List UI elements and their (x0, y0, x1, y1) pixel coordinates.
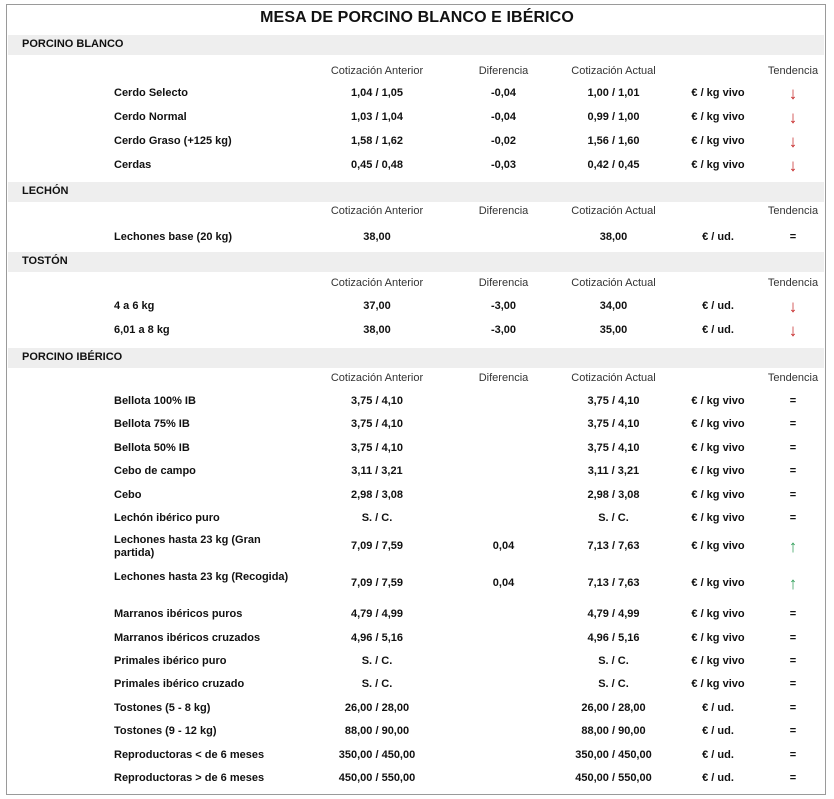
row-name: Bellota 50% IB (114, 442, 190, 454)
row-unit: € / ud. (702, 324, 734, 336)
row-tendencia (779, 749, 807, 761)
row-unit: € / kg vivo (691, 465, 745, 477)
column-header-cotizacion-actual: Cotización Actual (571, 277, 656, 289)
section-header (8, 348, 824, 368)
row-tendencia (779, 512, 807, 524)
column-header-tendencia: Tendencia (767, 65, 819, 77)
row-unit: € / ud. (702, 231, 734, 243)
row-unit: € / kg vivo (691, 395, 745, 407)
row-tendencia (779, 772, 807, 784)
row-cotizacion-actual: 3,11 / 3,21 (587, 465, 640, 477)
row-diferencia: -0,04 (490, 111, 517, 123)
row-tendencia (779, 132, 807, 151)
trend-equal: = (789, 465, 797, 477)
column-header-diferencia: Diferencia (478, 205, 529, 217)
row-cotizacion-anterior: 3,75 / 4,10 (351, 418, 403, 430)
column-header-cotizacion-anterior: Cotización Anterior (330, 372, 424, 384)
row-tendencia (779, 702, 807, 714)
row-cotizacion-anterior: 350,00 / 450,00 (338, 749, 416, 761)
trend-down-arrow-icon: ↓ (788, 321, 798, 340)
row-unit: € / kg vivo (691, 632, 745, 644)
row-name: Cebo (114, 489, 142, 501)
row-tendencia (779, 632, 807, 644)
trend-equal: = (789, 702, 797, 714)
section-header (8, 182, 824, 202)
row-tendencia (779, 418, 807, 430)
row-cotizacion-anterior: 3,11 / 3,21 (351, 465, 403, 477)
row-unit: € / kg vivo (691, 608, 745, 620)
row-tendencia (779, 608, 807, 620)
row-diferencia: -0,03 (490, 159, 517, 171)
row-unit: € / kg vivo (691, 418, 745, 430)
row-tendencia (779, 442, 807, 454)
row-tendencia (779, 725, 807, 737)
row-cotizacion-actual: 3,75 / 4,10 (587, 395, 640, 407)
column-header-cotizacion-actual: Cotización Actual (571, 205, 656, 217)
trend-equal: = (789, 395, 797, 407)
section-title: TOSTÓN (22, 255, 68, 267)
row-cotizacion-actual: 35,00 (599, 324, 628, 336)
row-cotizacion-anterior: 4,79 / 4,99 (351, 608, 403, 620)
row-cotizacion-anterior: 4,96 / 5,16 (351, 632, 403, 644)
row-cotizacion-anterior: 88,00 / 90,00 (344, 725, 410, 737)
row-name: Primales ibérico puro (114, 655, 227, 667)
trend-down-arrow-icon: ↓ (788, 108, 798, 127)
row-unit: € / kg vivo (691, 577, 745, 589)
row-cotizacion-actual: 38,00 (599, 231, 628, 243)
row-unit: € / ud. (702, 702, 734, 714)
row-cotizacion-anterior: S. / C. (361, 512, 393, 524)
row-cotizacion-anterior: 7,09 / 7,59 (351, 577, 403, 589)
row-cotizacion-anterior: 1,58 / 1,62 (351, 135, 403, 147)
section-header (8, 35, 824, 55)
row-tendencia (779, 574, 807, 593)
trend-equal: = (789, 725, 797, 737)
row-name: Primales ibérico cruzado (114, 678, 245, 690)
row-cotizacion-actual: S. / C. (598, 512, 629, 524)
row-cotizacion-actual: 7,13 / 7,63 (587, 540, 640, 552)
section-title: PORCINO BLANCO (22, 38, 124, 50)
row-cotizacion-actual: 3,75 / 4,10 (587, 418, 640, 430)
trend-down-arrow-icon: ↓ (788, 297, 798, 316)
trend-up-arrow-icon: ↑ (788, 537, 798, 556)
row-unit: € / kg vivo (691, 442, 745, 454)
row-tendencia (779, 489, 807, 501)
row-name: Cerdo Selecto (114, 87, 188, 99)
column-header-cotizacion-anterior: Cotización Anterior (330, 205, 424, 217)
row-name: Lechones hasta 23 kg (Recogida) (114, 571, 289, 583)
row-name: Reproductoras > de 6 meses (114, 772, 265, 784)
trend-equal: = (789, 678, 797, 690)
column-header-tendencia: Tendencia (767, 372, 819, 384)
column-header-diferencia: Diferencia (478, 277, 529, 289)
trend-equal: = (789, 418, 797, 430)
row-unit: € / kg vivo (691, 87, 745, 99)
row-unit: € / kg vivo (691, 135, 745, 147)
column-header-tendencia: Tendencia (767, 205, 819, 217)
trend-equal: = (789, 442, 797, 454)
row-diferencia: 0,04 (492, 577, 515, 589)
row-cotizacion-anterior: 3,75 / 4,10 (351, 395, 403, 407)
row-cotizacion-anterior: 1,03 / 1,04 (351, 111, 403, 123)
trend-equal: = (789, 512, 797, 524)
row-cotizacion-actual: 450,00 / 550,00 (575, 772, 652, 784)
row-cotizacion-anterior: 38,00 (363, 231, 391, 243)
row-cotizacion-anterior: 0,45 / 0,48 (351, 159, 403, 171)
row-cotizacion-actual: 1,56 / 1,60 (587, 135, 640, 147)
trend-equal: = (789, 749, 797, 761)
row-unit: € / kg vivo (691, 111, 745, 123)
row-name: Marranos ibéricos cruzados (114, 632, 261, 644)
row-tendencia (779, 321, 807, 340)
row-name: 4 a 6 kg (114, 300, 155, 312)
row-cotizacion-actual: 2,98 / 3,08 (587, 489, 640, 501)
row-name: Bellota 75% IB (114, 418, 190, 430)
row-unit: € / ud. (702, 725, 734, 737)
page-title: MESA DE PORCINO BLANCO E IBÉRICO (260, 9, 574, 26)
row-tendencia (779, 156, 807, 175)
row-cotizacion-actual: 26,00 / 28,00 (581, 702, 646, 714)
row-name: Marranos ibéricos puros (114, 608, 243, 620)
row-cotizacion-actual: 0,42 / 0,45 (587, 159, 640, 171)
row-name: Cebo de campo (114, 465, 196, 477)
section-header (8, 252, 824, 272)
row-diferencia: 0,04 (492, 540, 515, 552)
row-tendencia (779, 395, 807, 407)
row-name: Tostones (9 - 12 kg) (114, 725, 217, 737)
section-title: PORCINO IBÉRICO (22, 351, 123, 363)
row-unit: € / ud. (702, 300, 734, 312)
row-cotizacion-anterior: 37,00 (363, 300, 391, 312)
row-tendencia (779, 297, 807, 316)
trend-down-arrow-icon: ↓ (788, 156, 798, 175)
row-name: Lechones base (20 kg) (114, 231, 232, 243)
row-unit: € / kg vivo (691, 655, 745, 667)
row-tendencia (779, 678, 807, 690)
row-tendencia (779, 84, 807, 103)
column-header-tendencia: Tendencia (767, 277, 819, 289)
row-cotizacion-actual: 4,96 / 5,16 (587, 632, 640, 644)
trend-equal: = (789, 608, 797, 620)
column-header-cotizacion-anterior: Cotización Anterior (330, 277, 424, 289)
trend-equal: = (789, 231, 797, 243)
row-name: 6,01 a 8 kg (114, 324, 170, 336)
row-name: Lechones hasta 23 kg (Gran partida) (114, 534, 261, 559)
row-cotizacion-anterior: 38,00 (363, 324, 391, 336)
row-cotizacion-anterior: 3,75 / 4,10 (351, 442, 403, 454)
row-unit: € / kg vivo (691, 540, 745, 552)
row-unit: € / ud. (702, 749, 734, 761)
row-cotizacion-actual: 350,00 / 450,00 (575, 749, 652, 761)
column-header-cotizacion-actual: Cotización Actual (571, 65, 656, 77)
row-name: Bellota 100% IB (114, 395, 196, 407)
column-header-diferencia: Diferencia (478, 65, 529, 77)
column-header-cotizacion-actual: Cotización Actual (571, 372, 656, 384)
row-unit: € / kg vivo (691, 489, 745, 501)
trend-equal: = (789, 772, 797, 784)
row-name: Cerdas (114, 159, 152, 171)
row-unit: € / kg vivo (691, 159, 745, 171)
row-name: Tostones (5 - 8 kg) (114, 702, 211, 714)
row-cotizacion-actual: S. / C. (598, 678, 629, 690)
row-tendencia (779, 108, 807, 127)
row-cotizacion-actual: 3,75 / 4,10 (587, 442, 640, 454)
row-cotizacion-actual: S. / C. (598, 655, 629, 667)
row-tendencia (779, 465, 807, 477)
trend-equal: = (789, 632, 797, 644)
row-diferencia: -0,04 (490, 87, 517, 99)
row-cotizacion-actual: 4,79 / 4,99 (587, 608, 640, 620)
row-unit: € / kg vivo (691, 678, 745, 690)
column-header-diferencia: Diferencia (478, 372, 529, 384)
price-table (6, 4, 826, 795)
row-cotizacion-actual: 1,00 / 1,01 (587, 87, 640, 99)
row-cotizacion-anterior: 26,00 / 28,00 (344, 702, 410, 714)
row-cotizacion-anterior: 2,98 / 3,08 (351, 489, 403, 501)
row-cotizacion-anterior: S. / C. (361, 655, 393, 667)
column-header-cotizacion-anterior: Cotización Anterior (330, 65, 424, 77)
section-title: LECHÓN (22, 185, 69, 197)
row-name: Cerdo Normal (114, 111, 187, 123)
row-unit: € / kg vivo (691, 512, 745, 524)
row-cotizacion-anterior: 450,00 / 550,00 (338, 772, 416, 784)
row-cotizacion-actual: 34,00 (599, 300, 628, 312)
row-cotizacion-actual: 7,13 / 7,63 (587, 577, 640, 589)
row-tendencia (779, 231, 807, 243)
row-diferencia: -0,02 (490, 135, 517, 147)
row-cotizacion-anterior: S. / C. (361, 678, 393, 690)
trend-up-arrow-icon: ↑ (788, 574, 798, 593)
trend-down-arrow-icon: ↓ (788, 84, 798, 103)
row-name: Cerdo Graso (+125 kg) (114, 135, 232, 147)
row-tendencia (779, 537, 807, 556)
row-cotizacion-actual: 88,00 / 90,00 (581, 725, 646, 737)
row-name: Reproductoras < de 6 meses (114, 749, 265, 761)
row-cotizacion-anterior: 1,04 / 1,05 (351, 87, 403, 99)
row-diferencia: -3,00 (490, 300, 517, 312)
trend-equal: = (789, 655, 797, 667)
row-cotizacion-actual: 0,99 / 1,00 (587, 111, 640, 123)
trend-down-arrow-icon: ↓ (788, 132, 798, 151)
row-name: Lechón ibérico puro (114, 512, 220, 524)
trend-equal: = (789, 489, 797, 501)
row-cotizacion-anterior: 7,09 / 7,59 (351, 540, 403, 552)
row-tendencia (779, 655, 807, 667)
row-diferencia: -3,00 (490, 324, 517, 336)
row-unit: € / ud. (702, 772, 734, 784)
